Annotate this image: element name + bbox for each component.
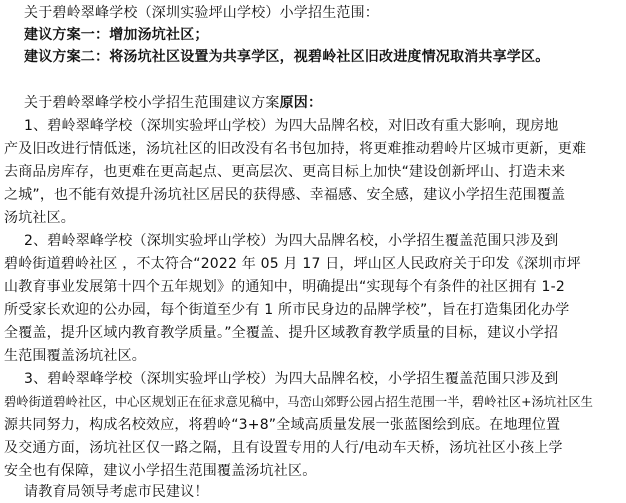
- plan-one: [24, 24, 614, 46]
- reasons-heading-bold: 原因：: [279, 95, 323, 111]
- reason-2-line-3: 山教育事业发展第十四个五年规划》的通知中，明确提出“实现每个有条件的社区拥有 1-2: [4, 279, 565, 295]
- reason-3-line-2: 碧岭街道碧岭社区，中心区规划正在征求意见稿中，马峦山郊野公园占招生范围一半，碧岭社区+汤坑社区生: [4, 395, 593, 409]
- reasons-heading-text: 关于碧岭翠峰学校小学招生范围建议方案: [24, 95, 280, 111]
- plan-one-text: 增加汤坑社区；: [109, 27, 209, 43]
- closing-request: 请教育局领导考虑市民建议！: [24, 484, 209, 500]
- reason-2-line-2: 碧岭街道碧岭社区 ，不太符合“2022 年 05 月 17 日，坪山区人民政府关于印发《深圳市坪: [4, 256, 581, 272]
- reason-1-line-3: 去商品房库存，也更难在更高起点、更高层次、更高目标上加快“建设创新坪山、打造未来: [4, 164, 566, 180]
- reason-3-line-1: 3、碧岭翠峰学校（深圳实验坪山学校）为四大品牌名校，小学招生覆盖范围只涉及到: [24, 371, 559, 387]
- plan-two-label: 建议方案二：: [24, 49, 110, 65]
- reason-1-line-2: 产及旧改进行情低迷，汤坑社区的旧改没有名书包加持，将更难推动碧岭片区城市更新，更难: [4, 141, 587, 157]
- plan-two-text: 将汤坑社区设置为共享学区，视碧岭社区旧改进度情况取消共享学区。: [109, 49, 550, 65]
- plan-one-label: 建议方案一：: [24, 27, 110, 43]
- reason-2-line-5: 全覆盖，提升区域内教育教学质量。”全覆盖、提升区域教育教学质量的目标，建议小学招: [4, 325, 559, 341]
- reason-2-line-4: 所受家长欢迎的公办园，每个街道至少有 1 所市民身边的品牌学校”，旨在打造集团化办学: [4, 302, 570, 318]
- reasons-heading: [24, 92, 614, 114]
- reason-3-line-4: 及交通方面，汤坑社区仅一路之隔，且有设置专用的人行/电动车天桥，汤坑社区小孩上学: [4, 440, 563, 456]
- reason-2-line-6: 生范围覆盖汤坑社区。: [4, 348, 146, 364]
- reason-1-line-4: 之城”，也不能有效提升汤坑社区居民的获得感、幸福感、安全感，建议小学招生范围覆盖: [4, 187, 566, 203]
- reason-2-line-1: 2、碧岭翠峰学校（深圳实验坪山学校）为四大品牌名校，小学招生覆盖范围只涉及到: [24, 233, 559, 249]
- reason-3-line-5: 安全也有保障，建议小学招生范围覆盖汤坑社区。: [4, 463, 317, 479]
- reason-3-line-3: 源共同努力，构成名校效应，将碧岭“3+8”全域高质量发展一张蓝图绘到底。在地理位置: [4, 417, 561, 433]
- reason-1-line-5: 汤坑社区。: [4, 210, 75, 226]
- reason-1-line-1: 1、碧岭翠峰学校（深圳实验坪山学校）为四大品牌名校，对旧改有重大影响，现房地: [24, 118, 559, 134]
- heading: 关于碧岭翠峰学校（深圳实验坪山学校）小学招生范围：: [24, 5, 379, 21]
- plan-two: [24, 46, 614, 68]
